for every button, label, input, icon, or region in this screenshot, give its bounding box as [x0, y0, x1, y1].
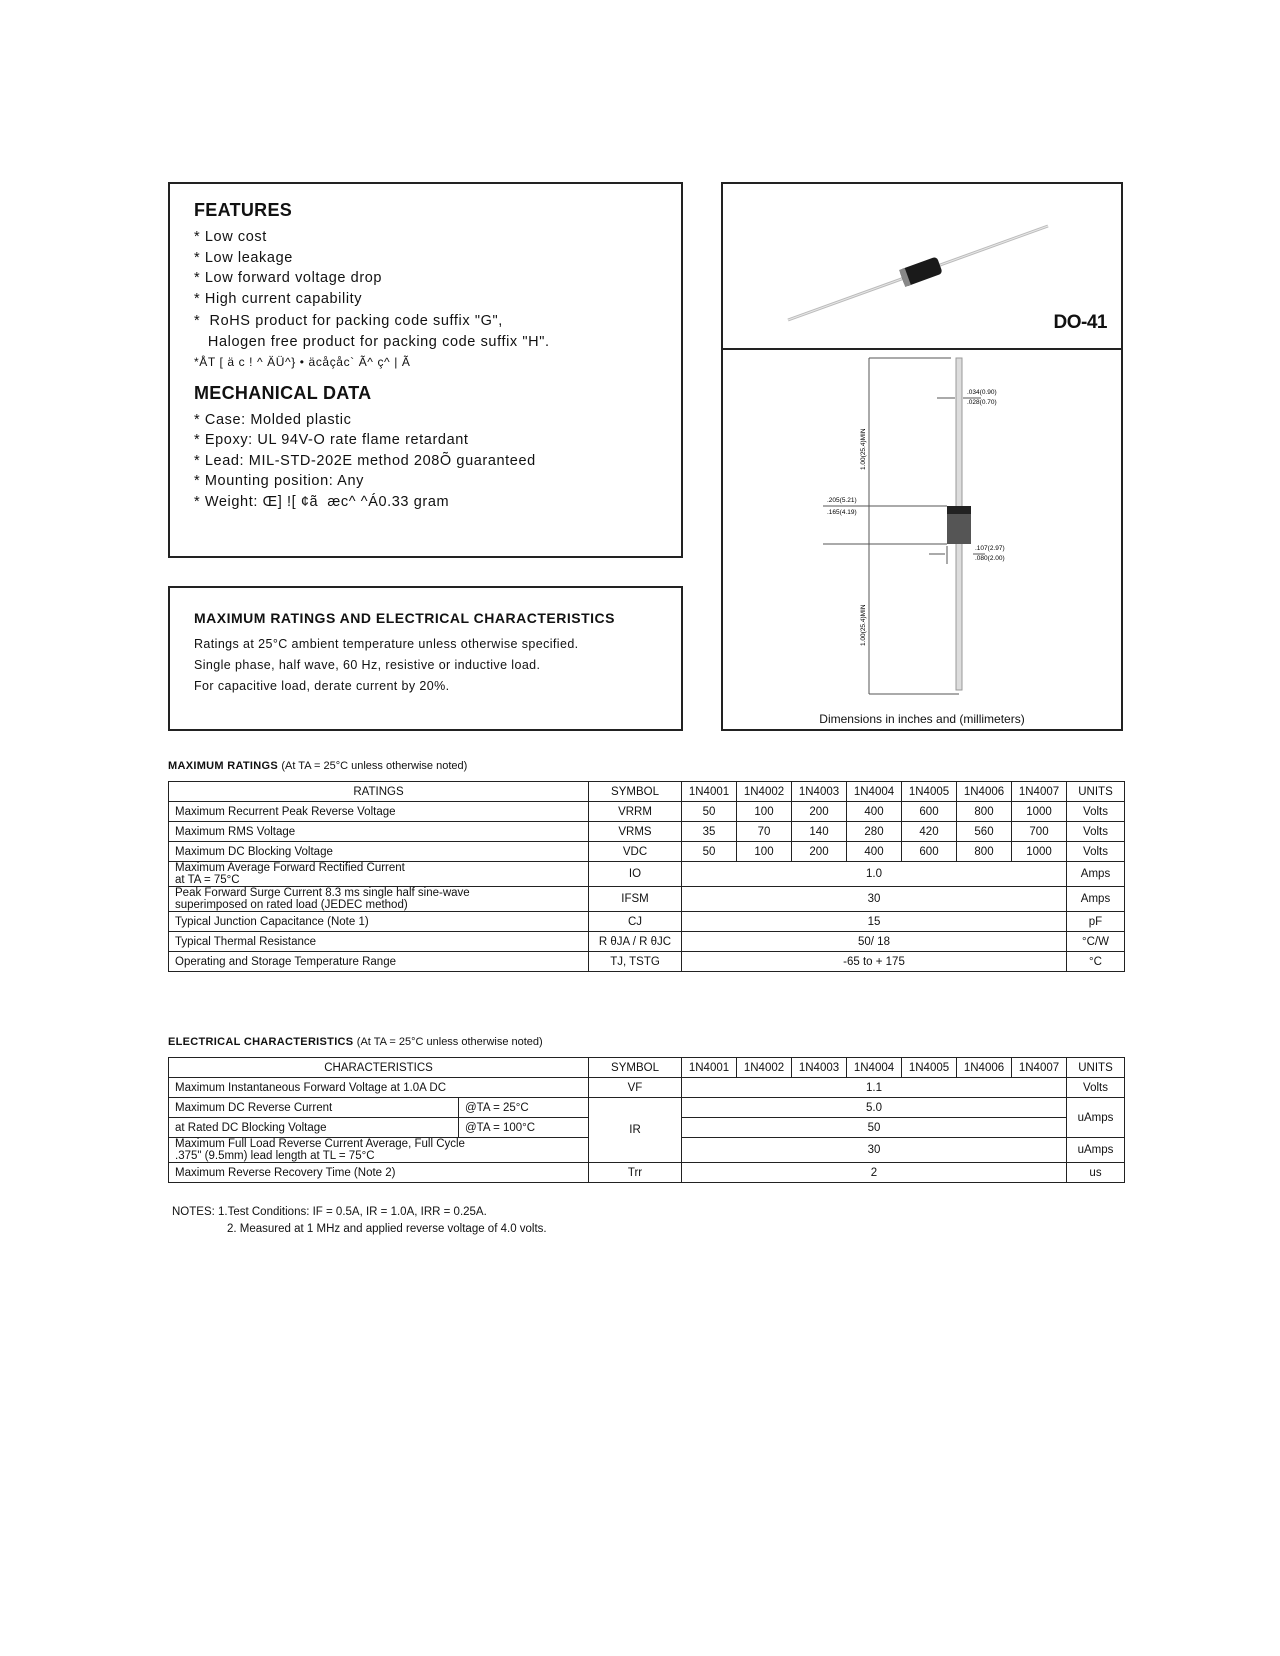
table-row: [169, 912, 1125, 932]
table-header-row: [169, 1058, 1125, 1078]
row-label: Maximum RMS Voltage: [169, 822, 589, 842]
row-label: Maximum DC Reverse Current: [169, 1098, 459, 1118]
table-row: [169, 887, 1125, 912]
col-header: 1N4002: [737, 1058, 792, 1078]
row-symbol: VF: [589, 1078, 682, 1098]
features-heading: FEATURES: [194, 200, 293, 220]
table-row: [169, 842, 1125, 862]
mechanical-item: * Mounting position: Any: [194, 473, 364, 489]
cell-value: 35: [682, 822, 737, 842]
row-symbol: CJ: [589, 912, 682, 932]
cell-value: 5.0: [682, 1098, 1067, 1118]
row-unit: Volts: [1067, 1078, 1125, 1098]
note-line: 2. Measured at 1 MHz and applied reverse voltage of 4.0 volts.: [227, 1223, 547, 1235]
row-symbol: VDC: [589, 842, 682, 862]
feature-item: * Low cost: [194, 229, 267, 245]
mechanical-heading: MECHANICAL DATA: [194, 382, 372, 403]
row-symbol: VRRM: [589, 802, 682, 822]
dimensions-note: Dimensions in inches and (millimeters): [819, 712, 1025, 726]
col-header: 1N4002: [737, 782, 792, 802]
table-row: [169, 1078, 1125, 1098]
row-symbol: TJ, TSTG: [589, 952, 682, 972]
cell-value: 1000: [1012, 842, 1067, 862]
row-label-line: superimposed on rated load (JEDEC method): [175, 899, 408, 911]
notes: [172, 1204, 547, 1238]
row-label: at Rated DC Blocking Voltage: [169, 1118, 459, 1138]
cell-value: 2: [682, 1163, 1067, 1183]
table-row: [169, 952, 1125, 972]
package-name: DO-41: [1053, 312, 1107, 333]
row-symbol: R θJA / R θJC: [589, 932, 682, 952]
col-header: 1N4004: [847, 782, 902, 802]
cell-value: 560: [957, 822, 1012, 842]
ratings-info-line: For capacitive load, derate current by 20%.: [194, 679, 450, 693]
col-header: RATINGS: [169, 782, 589, 802]
row-label: Maximum Recurrent Peak Reverse Voltage: [169, 802, 589, 822]
cell-value: 50/ 18: [682, 932, 1067, 952]
cell-value: 800: [957, 802, 1012, 822]
table-row: [169, 1163, 1125, 1183]
feature-item: * Low leakage: [194, 249, 293, 266]
cell-value: 280: [847, 822, 902, 842]
col-header: 1N4005: [902, 1058, 957, 1078]
col-header: SYMBOL: [589, 1058, 682, 1078]
features-box: [168, 182, 683, 558]
cell-value: 200: [792, 802, 847, 822]
col-header: 1N4007: [1012, 1058, 1067, 1078]
row-label: [169, 887, 589, 912]
cell-value: 1.1: [682, 1078, 1067, 1098]
elec-chars-table: [168, 1057, 1125, 1183]
row-label-line: Maximum Average Forward Rectified Current: [175, 862, 405, 874]
cell-value: 400: [847, 842, 902, 862]
row-label: [169, 1138, 589, 1163]
elec-chars-title: [168, 1036, 543, 1048]
row-condition: @TA = 100°C: [459, 1118, 589, 1138]
col-header: 1N4003: [792, 782, 847, 802]
cell-value: 420: [902, 822, 957, 842]
row-symbol: IR: [589, 1098, 682, 1163]
table-row: [169, 1098, 1125, 1118]
row-unit: uAmps: [1067, 1138, 1125, 1163]
ratings-info-line: Single phase, half wave, 60 Hz, resistive or inductive load.: [194, 658, 541, 672]
col-header: 1N4007: [1012, 782, 1067, 802]
feature-item: Halogen free product for packing code suffix "H".: [194, 333, 550, 350]
col-header: UNITS: [1067, 782, 1125, 802]
row-symbol: IO: [589, 862, 682, 887]
cell-value: 140: [792, 822, 847, 842]
max-ratings-subtitle: (At TA = 25°C unless otherwise noted): [281, 760, 468, 772]
cell-value: 800: [957, 842, 1012, 862]
row-label: Maximum DC Blocking Voltage: [169, 842, 589, 862]
mechanical-item: * Weight: Œ] ![ ¢ã æc^ ^Á0.33 gram: [194, 493, 450, 510]
note-line: NOTES: 1.Test Conditions: IF = 0.5A, IR = 1.0A, IRR = 0.25A.: [172, 1206, 487, 1218]
feature-item: *ÅT [ ä c ! ^ ÄÜ^} • äcåçåc` Ã^ ç^ | Ã: [194, 355, 411, 369]
elec-chars-subtitle: (At TA = 25°C unless otherwise noted): [356, 1036, 543, 1048]
row-label-line: .375" (9.5mm) lead length at TL = 75°C: [175, 1150, 375, 1162]
col-header: 1N4001: [682, 1058, 737, 1078]
cell-value: 30: [682, 887, 1067, 912]
table-row: [169, 862, 1125, 887]
max-ratings-title: [168, 760, 467, 772]
cell-value: 600: [902, 842, 957, 862]
package-photo-panel: [723, 184, 1121, 350]
cell-value: 100: [737, 802, 792, 822]
row-symbol: VRMS: [589, 822, 682, 842]
mechanical-item: * Lead: MIL-STD-202E method 208Õ guaranteed: [194, 452, 536, 469]
feature-item: * RoHS product for packing code suffix "G",: [194, 313, 503, 329]
cell-value: 70: [737, 822, 792, 842]
col-header: UNITS: [1067, 1058, 1125, 1078]
row-unit: Amps: [1067, 862, 1125, 887]
cell-value: 100: [737, 842, 792, 862]
dim-lead-dia: .034(0.90): [967, 389, 997, 396]
col-header: 1N4003: [792, 1058, 847, 1078]
cell-value: 700: [1012, 822, 1067, 842]
dimension-drawing: [723, 350, 1121, 710]
col-header: 1N4004: [847, 1058, 902, 1078]
ratings-info-box: [168, 586, 683, 731]
col-header: SYMBOL: [589, 782, 682, 802]
feature-item: * Low forward voltage drop: [194, 270, 383, 286]
row-symbol: IFSM: [589, 887, 682, 912]
dim-lead-len-top: 1.00(25.4)MIN: [860, 428, 867, 470]
cell-value: 1000: [1012, 802, 1067, 822]
ratings-info-heading: MAXIMUM RATINGS AND ELECTRICAL CHARACTERISTICS: [194, 610, 615, 626]
package-box: [721, 182, 1123, 731]
dim-lead-len-bottom: 1.00(25.4)MIN: [860, 604, 867, 646]
row-label-line: Maximum Full Load Reverse Current Average, Full Cycle: [175, 1138, 465, 1150]
cell-value: -65 to + 175: [682, 952, 1067, 972]
elec-chars-title-text: ELECTRICAL CHARACTERISTICS: [168, 1036, 354, 1048]
cell-value: 1.0: [682, 862, 1067, 887]
row-label: Typical Junction Capacitance (Note 1): [169, 912, 589, 932]
cell-value: 600: [902, 802, 957, 822]
dim-body-len: .205(5.21): [827, 497, 857, 504]
ratings-info-line: Ratings at 25°C ambient temperature unless otherwise specified.: [194, 637, 579, 651]
row-unit: Volts: [1067, 802, 1125, 822]
cell-value: 50: [682, 1118, 1067, 1138]
row-symbol: Trr: [589, 1163, 682, 1183]
row-label: [169, 862, 589, 887]
col-header: 1N4005: [902, 782, 957, 802]
feature-item: * High current capability: [194, 290, 363, 307]
dim-body-len-min: .165(4.19): [827, 509, 857, 516]
row-unit: pF: [1067, 912, 1125, 932]
row-label: Typical Thermal Resistance: [169, 932, 589, 952]
dim-body-dia: .107(2.97): [975, 545, 1005, 552]
row-unit: Amps: [1067, 887, 1125, 912]
cell-value: 50: [682, 802, 737, 822]
table-header-row: [169, 782, 1125, 802]
col-header: CHARACTERISTICS: [169, 1058, 589, 1078]
row-label: Operating and Storage Temperature Range: [169, 952, 589, 972]
cell-value: 50: [682, 842, 737, 862]
row-label: Maximum Reverse Recovery Time (Note 2): [169, 1163, 589, 1183]
col-header: 1N4001: [682, 782, 737, 802]
table-row: [169, 802, 1125, 822]
table-row: [169, 822, 1125, 842]
max-ratings-title-text: MAXIMUM RATINGS: [168, 760, 279, 772]
row-unit: °C/W: [1067, 932, 1125, 952]
cell-value: 30: [682, 1138, 1067, 1163]
row-unit: uAmps: [1067, 1098, 1125, 1138]
cell-value: 400: [847, 802, 902, 822]
dim-lead-dia-min: .028(0.70): [967, 399, 997, 406]
row-condition: @TA = 25°C: [459, 1098, 589, 1118]
cell-value: 200: [792, 842, 847, 862]
row-label-line: at TA = 75°C: [175, 874, 240, 886]
mechanical-item: * Epoxy: UL 94V-O rate flame retardant: [194, 432, 469, 448]
row-unit: °C: [1067, 952, 1125, 972]
table-row: [169, 932, 1125, 952]
dim-body-dia-min: .080(2.00): [975, 555, 1005, 562]
row-unit: Volts: [1067, 822, 1125, 842]
cell-value: 15: [682, 912, 1067, 932]
max-ratings-table: [168, 781, 1125, 972]
row-unit: us: [1067, 1163, 1125, 1183]
mechanical-item: * Case: Molded plastic: [194, 411, 352, 428]
col-header: 1N4006: [957, 782, 1012, 802]
row-label: Maximum Instantaneous Forward Voltage at 1.0A DC: [169, 1078, 589, 1098]
col-header: 1N4006: [957, 1058, 1012, 1078]
row-unit: Volts: [1067, 842, 1125, 862]
row-label-line: Peak Forward Surge Current 8.3 ms single half sine-wave: [175, 887, 470, 899]
